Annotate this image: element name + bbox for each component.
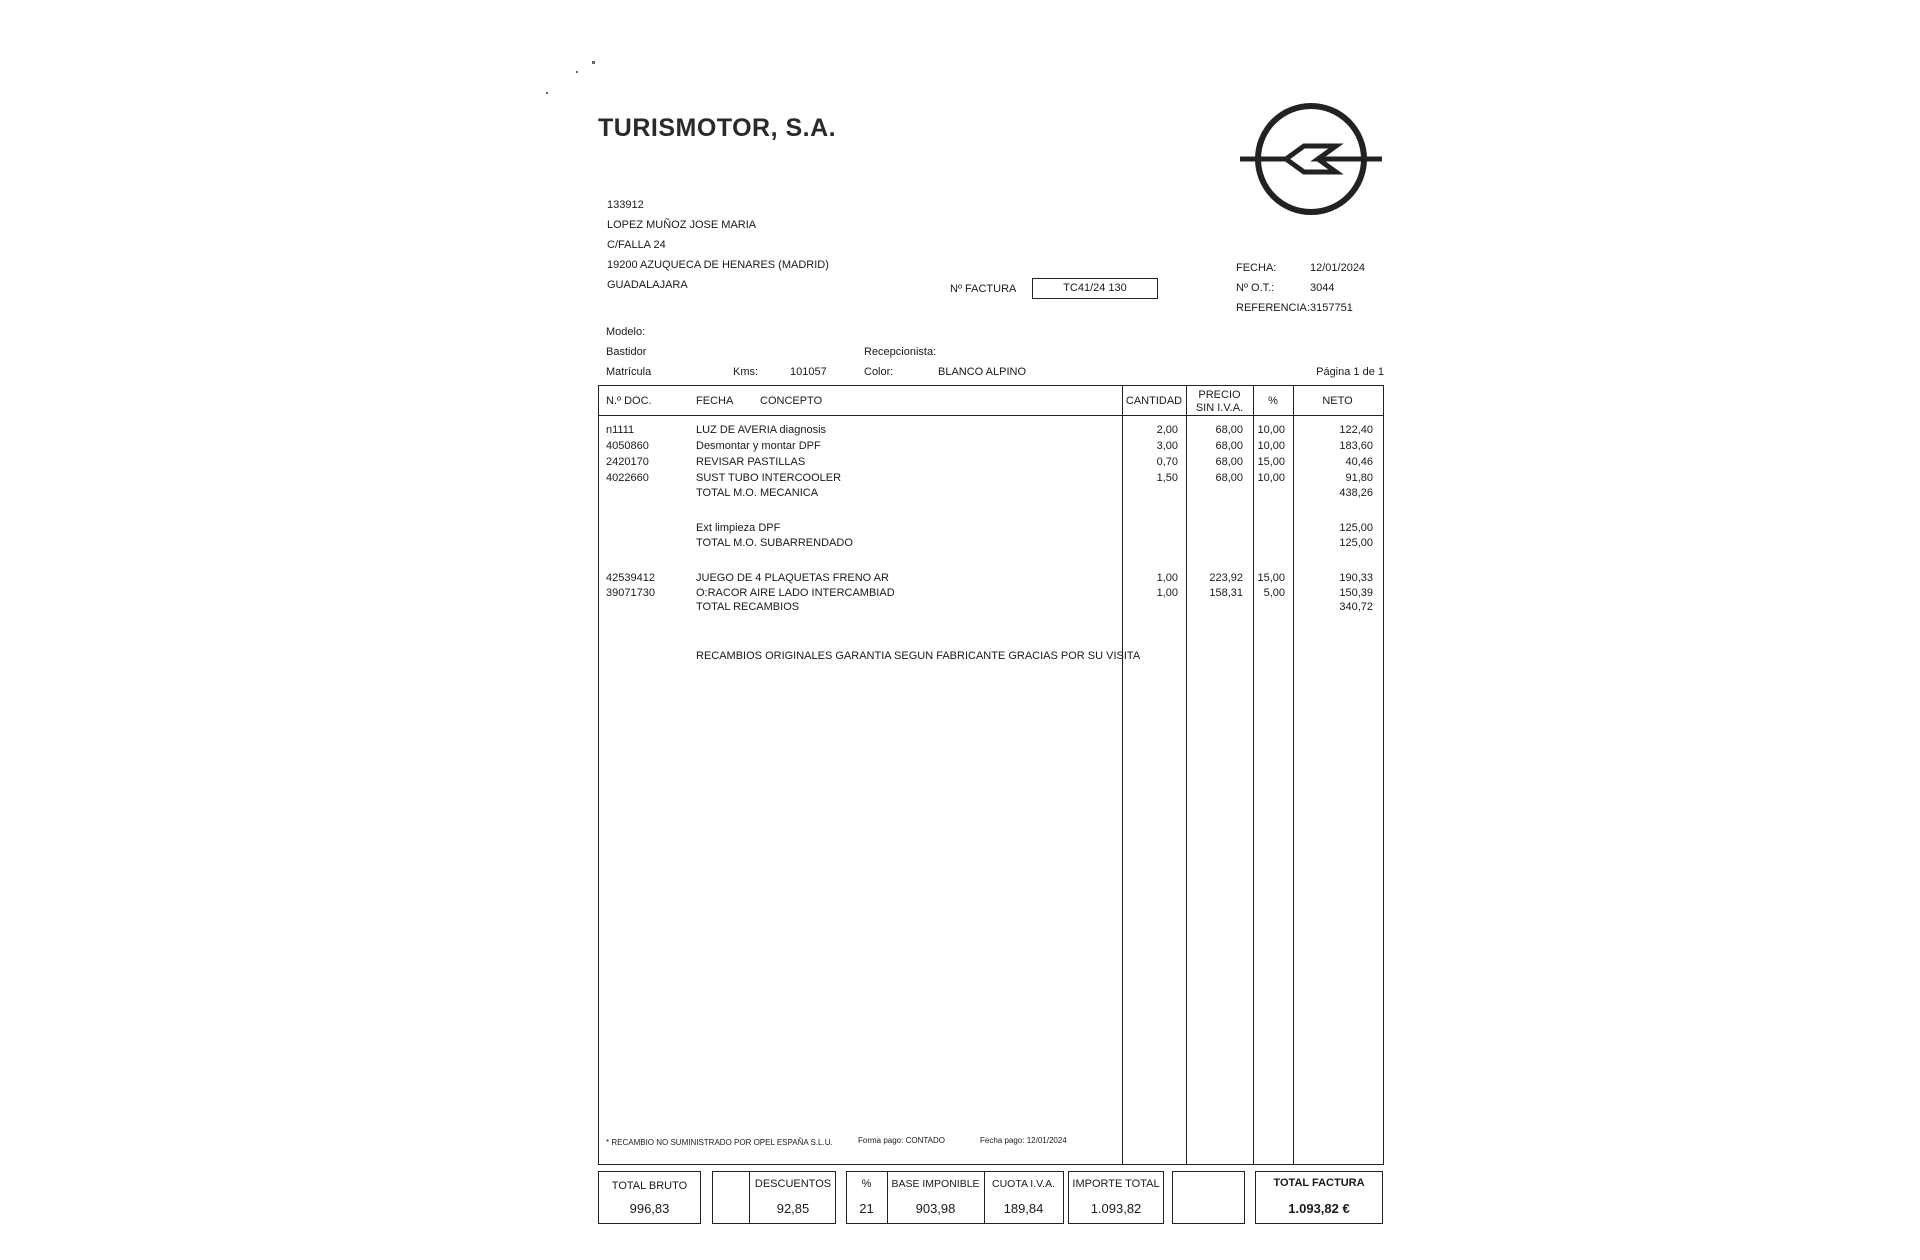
row-precio: 68,00 — [1215, 456, 1243, 468]
row-pct: 10,00 — [1257, 424, 1285, 436]
matricula-label: Matrícula — [606, 366, 652, 378]
row-cantidad: 1,00 — [1156, 587, 1178, 599]
header-neto: NETO — [1322, 395, 1353, 407]
invoice-number: TC41/24 130 — [1063, 282, 1127, 294]
table-row — [598, 440, 1380, 456]
client-code: 133912 — [607, 199, 644, 211]
client-province: GUADALAJARA — [607, 279, 688, 291]
opel-logo-icon — [1238, 99, 1384, 219]
row-neto: 91,80 — [1345, 472, 1373, 484]
kms-label: Kms: — [733, 366, 759, 378]
row-precio: 68,00 — [1215, 472, 1243, 484]
table-row — [598, 456, 1380, 472]
row-neto: 183,60 — [1339, 440, 1373, 452]
ot-value: 3044 — [1310, 282, 1335, 294]
recambio-note: * RECAMBIO NO SUMINISTRADO POR OPEL ESPAÑA S.L.U. — [606, 1138, 833, 1147]
total-bruto-value: 996,83 — [629, 1201, 670, 1216]
row-cantidad: 1,00 — [1156, 572, 1178, 584]
client-city: 19200 AZUQUECA DE HENARES (MADRID) — [607, 259, 829, 271]
header-divider — [598, 415, 1383, 416]
header-fecha: FECHA — [696, 395, 734, 407]
color-label: Color: — [864, 366, 894, 378]
row-concepto: TOTAL M.O. SUBARRENDADO — [696, 537, 853, 549]
row-neto: 438,26 — [1339, 487, 1373, 499]
row-concepto: TOTAL M.O. MECANICA — [696, 487, 819, 499]
header-pct: % — [1268, 395, 1278, 407]
client-name: LOPEZ MUÑOZ JOSE MARIA — [607, 219, 757, 231]
bastidor-label: Bastidor — [606, 346, 647, 358]
table-row — [598, 537, 1380, 553]
table-row — [598, 601, 1380, 617]
date-value: 12/01/2024 — [1310, 262, 1366, 274]
row-concepto: O:RACOR AIRE LADO INTERCAMBIAD — [696, 587, 895, 599]
scan-speck — [592, 61, 595, 64]
header-doc: N.º DOC. — [606, 395, 652, 407]
table-note: RECAMBIOS ORIGINALES GARANTIA SEGUN FABRICANTE GRACIAS POR SU VISITA — [696, 650, 1141, 662]
row-cantidad: 2,00 — [1156, 424, 1178, 436]
row-cantidad: 1,50 — [1156, 472, 1178, 484]
row-pct: 15,00 — [1257, 456, 1285, 468]
row-neto: 190,33 — [1339, 572, 1373, 584]
color-value: BLANCO ALPINO — [938, 366, 1027, 378]
ref-value: 3157751 — [1310, 302, 1353, 314]
iva-pct-value: 21 — [859, 1201, 874, 1216]
row-pct: 15,00 — [1257, 572, 1285, 584]
row-concepto: SUST TUBO INTERCOOLER — [696, 472, 842, 484]
total-bruto-label: TOTAL BRUTO — [611, 1180, 688, 1192]
row-concepto: JUEGO DE 4 PLAQUETAS FRENO AR — [696, 572, 889, 584]
table-row — [598, 572, 1380, 588]
descuentos-value: 92,85 — [776, 1201, 810, 1216]
total-bruto-box — [598, 1171, 701, 1224]
row-neto: 125,00 — [1339, 537, 1373, 549]
row-neto: 340,72 — [1339, 601, 1373, 613]
base-value: 903,98 — [915, 1201, 956, 1216]
row-doc: 39071730 — [606, 587, 655, 599]
table-row — [598, 522, 1380, 538]
base-label: BASE IMPONIBLE — [891, 1178, 980, 1190]
row-pct: 10,00 — [1257, 440, 1285, 452]
row-pct: 5,00 — [1263, 587, 1285, 599]
row-neto: 40,46 — [1345, 456, 1373, 468]
recepcionista-label: Recepcionista: — [864, 346, 937, 358]
fecha-pago: Fecha pago: 12/01/2024 — [980, 1136, 1067, 1145]
company-name: TURISMOTOR, S.A. — [598, 114, 837, 142]
page-number: Página 1 de 1 — [1316, 366, 1384, 378]
cuota-value: 189,84 — [1003, 1201, 1044, 1216]
ref-label: REFERENCIA: — [1236, 302, 1310, 314]
header-cantidad: CANTIDAD — [1125, 395, 1183, 407]
row-doc: n1111 — [606, 424, 635, 436]
row-doc: 4050860 — [606, 440, 649, 452]
total-factura-value: 1.093,82 € — [1288, 1201, 1350, 1216]
row-concepto: Desmontar y montar DPF — [696, 440, 821, 452]
header-precio-sub: SIN I.V.A. — [1195, 402, 1244, 414]
forma-pago: Forma pago: CONTADO — [858, 1136, 945, 1145]
client-street: C/FALLA 24 — [607, 239, 666, 251]
row-precio: 223,92 — [1209, 572, 1243, 584]
importe-value: 1.093,82 — [1090, 1201, 1142, 1216]
row-neto: 122,40 — [1339, 424, 1373, 436]
total-factura-label: TOTAL FACTURA — [1273, 1177, 1365, 1189]
kms-value: 101057 — [790, 366, 827, 378]
row-pct: 10,00 — [1257, 472, 1285, 484]
row-precio: 68,00 — [1215, 440, 1243, 452]
descuentos-label: DESCUENTOS — [754, 1178, 832, 1190]
scan-speck — [576, 71, 578, 73]
row-doc: 4022660 — [606, 472, 649, 484]
ot-label: Nº O.T.: — [1236, 282, 1275, 294]
header-concepto: CONCEPTO — [760, 395, 823, 407]
row-cantidad: 0,70 — [1156, 456, 1178, 468]
scan-speck — [546, 92, 548, 94]
table-row — [598, 424, 1380, 440]
row-precio: 158,31 — [1209, 587, 1243, 599]
empty-box — [1172, 1171, 1245, 1224]
date-label: FECHA: — [1236, 262, 1277, 274]
table-row — [598, 472, 1380, 488]
row-precio: 68,00 — [1215, 424, 1243, 436]
header-precio: PRECIO — [1198, 389, 1241, 401]
row-neto: 150,39 — [1339, 587, 1373, 599]
row-concepto: REVISAR PASTILLAS — [696, 456, 806, 468]
row-concepto: TOTAL RECAMBIOS — [696, 601, 800, 613]
modelo-label: Modelo: — [606, 326, 646, 338]
table-row — [598, 487, 1380, 503]
row-concepto: LUZ DE AVERIA diagnosis — [696, 424, 827, 436]
row-doc: 2420170 — [606, 456, 649, 468]
invoice-number-label: Nº FACTURA — [950, 283, 1017, 295]
row-doc: 42539412 — [606, 572, 655, 584]
cuota-label: CUOTA I.V.A. — [991, 1178, 1056, 1190]
importe-label: IMPORTE TOTAL — [1072, 1178, 1160, 1190]
row-concepto: Ext limpieza DPF — [696, 522, 781, 534]
iva-pct-label: % — [861, 1178, 872, 1190]
row-cantidad: 3,00 — [1156, 440, 1178, 452]
row-neto: 125,00 — [1339, 522, 1373, 534]
